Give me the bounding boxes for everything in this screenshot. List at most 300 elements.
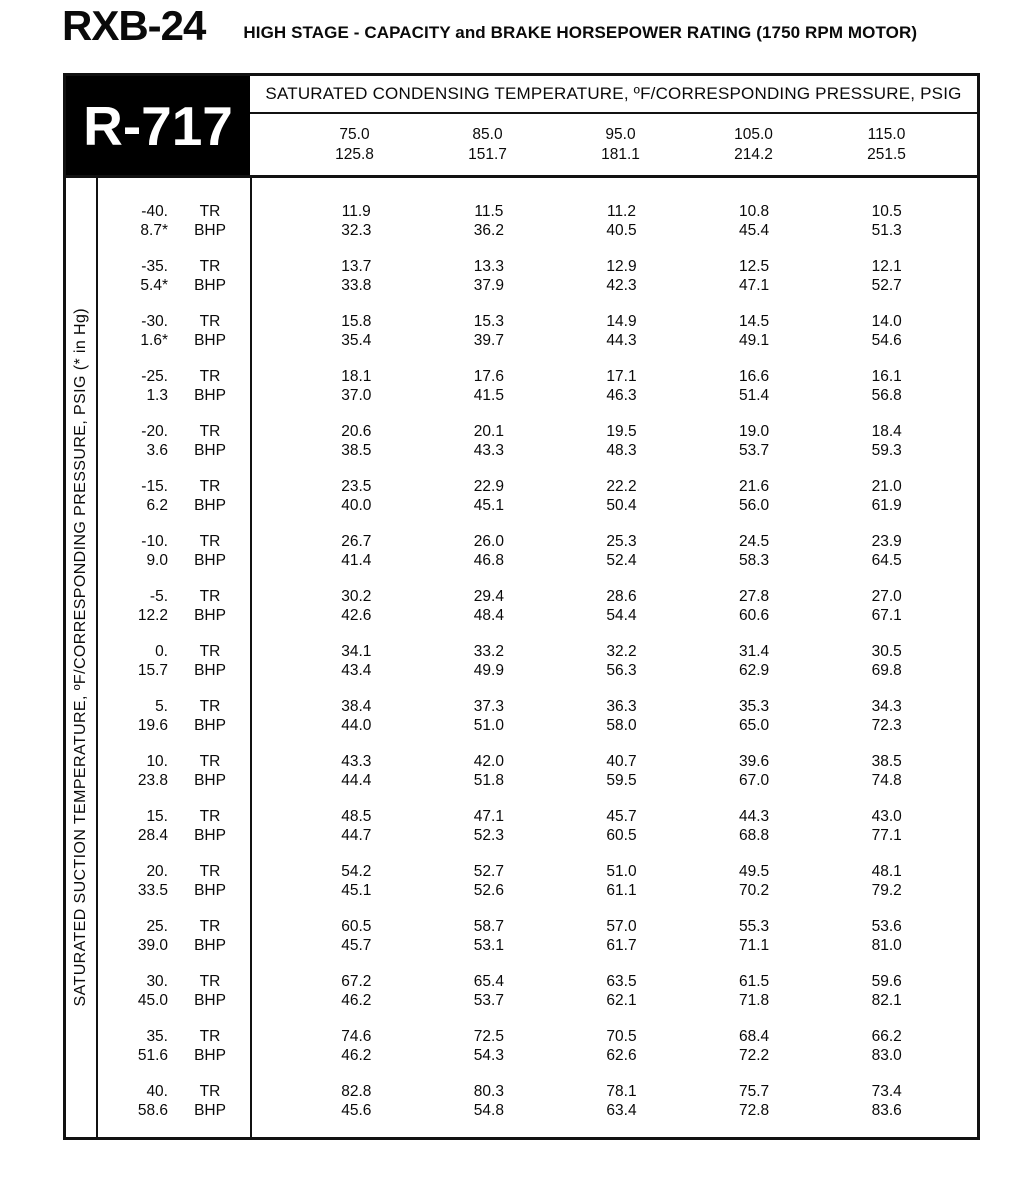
row-values <box>252 1046 977 1065</box>
table-row <box>98 917 977 972</box>
row-line <box>98 807 977 826</box>
value-cell: 48.5 <box>341 808 372 825</box>
value-cell: 33.2 <box>473 643 504 660</box>
row-label: TR <box>199 973 221 990</box>
row-line <box>98 276 977 295</box>
row-label: BHP <box>194 992 226 1009</box>
suction-value: 1.6* <box>140 332 168 349</box>
value-cell: 20.1 <box>473 423 504 440</box>
value-cell: 45.6 <box>341 1102 372 1119</box>
value-cell: 35.3 <box>739 698 770 715</box>
row-label: BHP <box>194 772 226 789</box>
row-label: TR <box>199 313 221 330</box>
row-values <box>252 661 977 680</box>
suction-value: 23.8 <box>137 772 168 789</box>
suction-value: -30. <box>141 313 168 330</box>
document-header <box>62 4 917 48</box>
row-values <box>252 367 977 386</box>
refrigerant-cell <box>66 76 250 175</box>
suction-value: 12.2 <box>137 607 168 624</box>
value-cell: 38.5 <box>871 753 902 770</box>
row-label: TR <box>199 1083 221 1100</box>
row-label: BHP <box>194 882 226 899</box>
row-values <box>252 1082 977 1101</box>
table-rows <box>98 178 977 1137</box>
value-cell: 17.1 <box>606 368 637 385</box>
value-cell: 45.7 <box>341 937 372 954</box>
value-cell: 54.4 <box>606 607 637 624</box>
value-cell: 37.9 <box>473 277 504 294</box>
row-line <box>98 312 977 331</box>
value-cell: 51.3 <box>871 222 902 239</box>
value-cell: 21.6 <box>739 478 770 495</box>
value-cell: 14.9 <box>606 313 637 330</box>
value-cell: 65.4 <box>473 973 504 990</box>
value-cell: 46.2 <box>341 1047 372 1064</box>
value-cell: 79.2 <box>871 882 902 899</box>
value-cell: 21.0 <box>871 478 902 495</box>
value-cell: 39.6 <box>739 753 770 770</box>
value-cell: 49.5 <box>739 863 770 880</box>
row-values <box>252 716 977 735</box>
value-cell: 43.3 <box>341 753 372 770</box>
value-cell: 51.0 <box>473 717 504 734</box>
value-cell: 46.8 <box>473 552 504 569</box>
value-cell: 78.1 <box>606 1083 637 1100</box>
value-cell: 65.0 <box>739 717 770 734</box>
row-label: BHP <box>194 552 226 569</box>
row-values <box>252 862 977 881</box>
row-label: BHP <box>194 717 226 734</box>
value-cell: 43.0 <box>871 808 902 825</box>
value-cell: 72.2 <box>739 1047 770 1064</box>
value-cell: 61.5 <box>739 973 770 990</box>
value-cell: 47.1 <box>473 808 504 825</box>
suction-value: 15.7 <box>137 662 168 679</box>
value-cell: 19.0 <box>739 423 770 440</box>
value-cell: 27.8 <box>739 588 770 605</box>
row-label: TR <box>199 423 221 440</box>
value-cell: 56.3 <box>606 662 637 679</box>
value-cell: 44.4 <box>341 772 372 789</box>
row-line <box>98 972 977 991</box>
value-cell: 34.1 <box>341 643 372 660</box>
table-row <box>98 1082 977 1137</box>
row-values <box>252 917 977 936</box>
row-values <box>252 606 977 625</box>
value-cell: 45.4 <box>739 222 770 239</box>
row-line <box>98 716 977 735</box>
table-row <box>98 312 977 367</box>
table-row <box>98 257 977 312</box>
suction-value: -10. <box>141 533 168 550</box>
value-cell: 35.4 <box>341 332 372 349</box>
table-row <box>98 532 977 587</box>
row-values <box>252 386 977 405</box>
row-line <box>98 661 977 680</box>
suction-axis-cell <box>66 178 98 1137</box>
row-label: BHP <box>194 827 226 844</box>
value-cell: 17.6 <box>473 368 504 385</box>
value-cell: 48.3 <box>606 442 637 459</box>
value-cell: 56.8 <box>871 387 902 404</box>
value-cell: 82.1 <box>871 992 902 1009</box>
value-cell: 54.3 <box>473 1047 504 1064</box>
row-values <box>252 826 977 845</box>
row-line <box>98 642 977 661</box>
value-cell: 75.7 <box>739 1083 770 1100</box>
value-cell: 16.1 <box>871 368 902 385</box>
value-cell: 53.6 <box>871 918 902 935</box>
condensing-temp: 85.0 <box>472 125 503 143</box>
value-cell: 49.1 <box>739 332 770 349</box>
row-label: TR <box>199 863 221 880</box>
value-cell: 36.3 <box>606 698 637 715</box>
row-line <box>98 331 977 350</box>
row-values <box>252 276 977 295</box>
row-label: TR <box>199 1028 221 1045</box>
value-cell: 19.5 <box>606 423 637 440</box>
value-cell: 61.1 <box>606 882 637 899</box>
value-cell: 45.1 <box>473 497 504 514</box>
value-cell: 43.4 <box>341 662 372 679</box>
row-line <box>98 881 977 900</box>
value-cell: 83.0 <box>871 1047 902 1064</box>
value-cell: 33.8 <box>341 277 372 294</box>
page-subtitle: HIGH STAGE - CAPACITY and BRAKE HORSEPOWER RATING (1750 RPM MOTOR) <box>243 23 918 42</box>
value-cell: 60.5 <box>341 918 372 935</box>
table-row <box>98 587 977 642</box>
value-cell: 44.0 <box>341 717 372 734</box>
condensing-temp: 115.0 <box>867 125 906 143</box>
value-cell: 74.6 <box>341 1028 372 1045</box>
condensing-temp: 105.0 <box>734 125 773 143</box>
value-cell: 54.6 <box>871 332 902 349</box>
value-cell: 81.0 <box>871 937 902 954</box>
table-row <box>98 642 977 697</box>
value-cell: 51.0 <box>606 863 637 880</box>
condensing-pressure: 151.7 <box>468 145 507 163</box>
value-cell: 56.0 <box>739 497 770 514</box>
row-values <box>252 881 977 900</box>
row-values <box>252 551 977 570</box>
value-cell: 38.5 <box>341 442 372 459</box>
row-line <box>98 367 977 386</box>
value-cell: 52.6 <box>473 882 504 899</box>
condensing-column-header <box>288 125 421 165</box>
value-cell: 52.4 <box>606 552 637 569</box>
suction-value: -5. <box>149 588 168 605</box>
value-cell: 67.2 <box>341 973 372 990</box>
row-values <box>252 991 977 1010</box>
suction-value: 5. <box>155 698 168 715</box>
suction-value: 10. <box>146 753 168 770</box>
suction-value: 28.4 <box>137 827 168 844</box>
row-label: BHP <box>194 222 226 239</box>
value-cell: 61.7 <box>606 937 637 954</box>
row-line <box>98 826 977 845</box>
value-cell: 11.2 <box>606 203 636 220</box>
suction-value: 6.2 <box>146 497 168 514</box>
condensing-column-header <box>820 125 953 165</box>
value-cell: 41.5 <box>473 387 504 404</box>
row-line <box>98 551 977 570</box>
row-label: TR <box>199 588 221 605</box>
value-cell: 44.3 <box>606 332 637 349</box>
condensing-pressure: 214.2 <box>734 145 773 163</box>
table-body <box>66 178 977 1137</box>
condensing-column-header <box>421 125 554 165</box>
row-line <box>98 496 977 515</box>
condensing-columns <box>250 114 977 175</box>
row-values <box>252 496 977 515</box>
value-cell: 12.5 <box>739 258 770 275</box>
row-label: TR <box>199 478 221 495</box>
row-line <box>98 477 977 496</box>
value-cell: 20.6 <box>341 423 372 440</box>
row-values <box>252 587 977 606</box>
value-cell: 62.6 <box>606 1047 637 1064</box>
row-values <box>252 1027 977 1046</box>
value-cell: 37.3 <box>473 698 504 715</box>
suction-value: 25. <box>146 918 168 935</box>
suction-value: 35. <box>146 1028 168 1045</box>
value-cell: 59.5 <box>606 772 637 789</box>
row-label: BHP <box>194 1102 226 1119</box>
value-cell: 42.3 <box>606 277 637 294</box>
row-line <box>98 917 977 936</box>
value-cell: 71.8 <box>739 992 770 1009</box>
rating-table <box>63 73 980 1140</box>
condensing-temp: 75.0 <box>339 125 370 143</box>
value-cell: 40.0 <box>341 497 372 514</box>
value-cell: 63.4 <box>606 1102 637 1119</box>
row-values <box>252 972 977 991</box>
value-cell: 15.3 <box>473 313 504 330</box>
value-cell: 26.7 <box>341 533 372 550</box>
row-values <box>252 697 977 716</box>
value-cell: 18.1 <box>341 368 372 385</box>
row-label: BHP <box>194 332 226 349</box>
value-cell: 34.3 <box>871 698 902 715</box>
suction-value: 15. <box>146 808 168 825</box>
row-label: BHP <box>194 937 226 954</box>
value-cell: 68.8 <box>739 827 770 844</box>
row-label: TR <box>199 258 221 275</box>
row-label: TR <box>199 918 221 935</box>
row-label: TR <box>199 203 221 220</box>
value-cell: 42.0 <box>473 753 504 770</box>
value-cell: 52.7 <box>473 863 504 880</box>
value-cell: 27.0 <box>871 588 902 605</box>
suction-value: 51.6 <box>137 1047 168 1064</box>
value-cell: 60.6 <box>739 607 770 624</box>
condensing-column-header <box>554 125 687 165</box>
row-label: BHP <box>194 1047 226 1064</box>
row-line <box>98 441 977 460</box>
value-cell: 12.1 <box>871 258 902 275</box>
value-cell: 40.5 <box>606 222 637 239</box>
suction-value: 33.5 <box>137 882 168 899</box>
value-cell: 22.2 <box>606 478 637 495</box>
value-cell: 14.5 <box>739 313 770 330</box>
row-line <box>98 1046 977 1065</box>
row-values <box>252 312 977 331</box>
condensing-header <box>250 76 977 175</box>
suction-value: 40. <box>146 1083 168 1100</box>
row-line <box>98 1082 977 1101</box>
row-label: BHP <box>194 442 226 459</box>
value-cell: 68.4 <box>739 1028 770 1045</box>
value-cell: 31.4 <box>739 643 770 660</box>
value-cell: 72.8 <box>739 1102 770 1119</box>
value-cell: 72.5 <box>473 1028 504 1045</box>
value-cell: 42.6 <box>341 607 372 624</box>
value-cell: 59.6 <box>871 973 902 990</box>
row-values <box>252 422 977 441</box>
value-cell: 83.6 <box>871 1102 902 1119</box>
value-cell: 22.9 <box>473 478 504 495</box>
suction-value: 19.6 <box>137 717 168 734</box>
table-row <box>98 862 977 917</box>
value-cell: 80.3 <box>473 1083 504 1100</box>
value-cell: 62.9 <box>739 662 770 679</box>
suction-value: 1.3 <box>146 387 168 404</box>
value-cell: 26.0 <box>473 533 504 550</box>
suction-value: 58.6 <box>137 1102 168 1119</box>
value-cell: 43.3 <box>473 442 504 459</box>
table-row <box>98 697 977 752</box>
row-line <box>98 606 977 625</box>
value-cell: 64.5 <box>871 552 902 569</box>
value-cell: 18.4 <box>871 423 902 440</box>
row-values <box>252 257 977 276</box>
condensing-pressure: 251.5 <box>867 145 906 163</box>
row-label: BHP <box>194 387 226 404</box>
suction-value: 30. <box>146 973 168 990</box>
suction-value: -40. <box>141 203 168 220</box>
value-cell: 63.5 <box>606 973 637 990</box>
row-label: BHP <box>194 277 226 294</box>
row-line <box>98 532 977 551</box>
row-label: BHP <box>194 607 226 624</box>
condensing-pressure: 181.1 <box>601 145 640 163</box>
value-cell: 66.2 <box>871 1028 902 1045</box>
row-label: TR <box>199 368 221 385</box>
value-cell: 32.2 <box>606 643 637 660</box>
value-cell: 45.1 <box>341 882 372 899</box>
value-cell: 53.7 <box>473 992 504 1009</box>
row-line <box>98 697 977 716</box>
row-values <box>252 477 977 496</box>
value-cell: 46.2 <box>341 992 372 1009</box>
table-row <box>98 422 977 477</box>
value-cell: 82.8 <box>341 1083 372 1100</box>
value-cell: 55.3 <box>739 918 770 935</box>
table-header <box>66 76 977 178</box>
row-values <box>252 752 977 771</box>
value-cell: 67.0 <box>739 772 770 789</box>
value-cell: 38.4 <box>341 698 372 715</box>
row-line <box>98 991 977 1010</box>
value-cell: 37.0 <box>341 387 372 404</box>
row-values <box>252 642 977 661</box>
value-cell: 44.7 <box>341 827 372 844</box>
value-cell: 71.1 <box>739 937 770 954</box>
table-row <box>98 752 977 807</box>
row-label: TR <box>199 808 221 825</box>
row-label: TR <box>199 698 221 715</box>
value-cell: 28.6 <box>606 588 637 605</box>
value-cell: 13.3 <box>473 258 504 275</box>
value-cell: 52.3 <box>473 827 504 844</box>
value-cell: 44.3 <box>739 808 770 825</box>
row-line <box>98 221 977 240</box>
value-cell: 23.5 <box>341 478 372 495</box>
value-cell: 51.8 <box>473 772 504 789</box>
suction-value: 3.6 <box>146 442 168 459</box>
value-cell: 70.5 <box>606 1028 637 1045</box>
value-cell: 40.7 <box>606 753 637 770</box>
table-row <box>98 1027 977 1082</box>
value-cell: 36.2 <box>473 222 504 239</box>
refrigerant-label: R-717 <box>83 94 233 157</box>
condensing-temp: 95.0 <box>605 125 636 143</box>
value-cell: 67.1 <box>871 607 902 624</box>
suction-axis-label: SATURATED SUCTION TEMPERATURE, ºF/CORRESPONDING PRESSURE, PSIG (* in Hg) <box>72 308 89 1007</box>
row-values <box>252 532 977 551</box>
table-row <box>98 972 977 1027</box>
value-cell: 45.7 <box>606 808 637 825</box>
value-cell: 10.8 <box>739 203 770 220</box>
value-cell: 47.1 <box>739 277 770 294</box>
value-cell: 14.0 <box>871 313 902 330</box>
row-line <box>98 422 977 441</box>
condensing-pressure: 125.8 <box>335 145 374 163</box>
suction-value: 45.0 <box>137 992 168 1009</box>
row-label: TR <box>199 533 221 550</box>
value-cell: 11.9 <box>341 203 371 220</box>
row-values <box>252 1101 977 1120</box>
suction-value: -25. <box>141 368 168 385</box>
value-cell: 10.5 <box>871 203 902 220</box>
row-line <box>98 257 977 276</box>
value-cell: 48.4 <box>473 607 504 624</box>
value-cell: 50.4 <box>606 497 637 514</box>
value-cell: 11.5 <box>474 203 504 220</box>
suction-value: 39.0 <box>137 937 168 954</box>
value-cell: 29.4 <box>473 588 504 605</box>
value-cell: 25.3 <box>606 533 637 550</box>
row-line <box>98 862 977 881</box>
value-cell: 49.9 <box>473 662 504 679</box>
value-cell: 46.3 <box>606 387 637 404</box>
suction-value: 8.7* <box>140 222 168 239</box>
value-cell: 53.1 <box>473 937 504 954</box>
row-values <box>252 771 977 790</box>
condensing-column-header <box>687 125 820 165</box>
value-cell: 13.7 <box>341 258 372 275</box>
row-values <box>252 441 977 460</box>
value-cell: 16.6 <box>739 368 770 385</box>
value-cell: 39.7 <box>473 332 504 349</box>
table-row <box>98 477 977 532</box>
value-cell: 30.2 <box>341 588 372 605</box>
value-cell: 70.2 <box>739 882 770 899</box>
value-cell: 54.2 <box>341 863 372 880</box>
suction-value: -15. <box>141 478 168 495</box>
value-cell: 30.5 <box>871 643 902 660</box>
